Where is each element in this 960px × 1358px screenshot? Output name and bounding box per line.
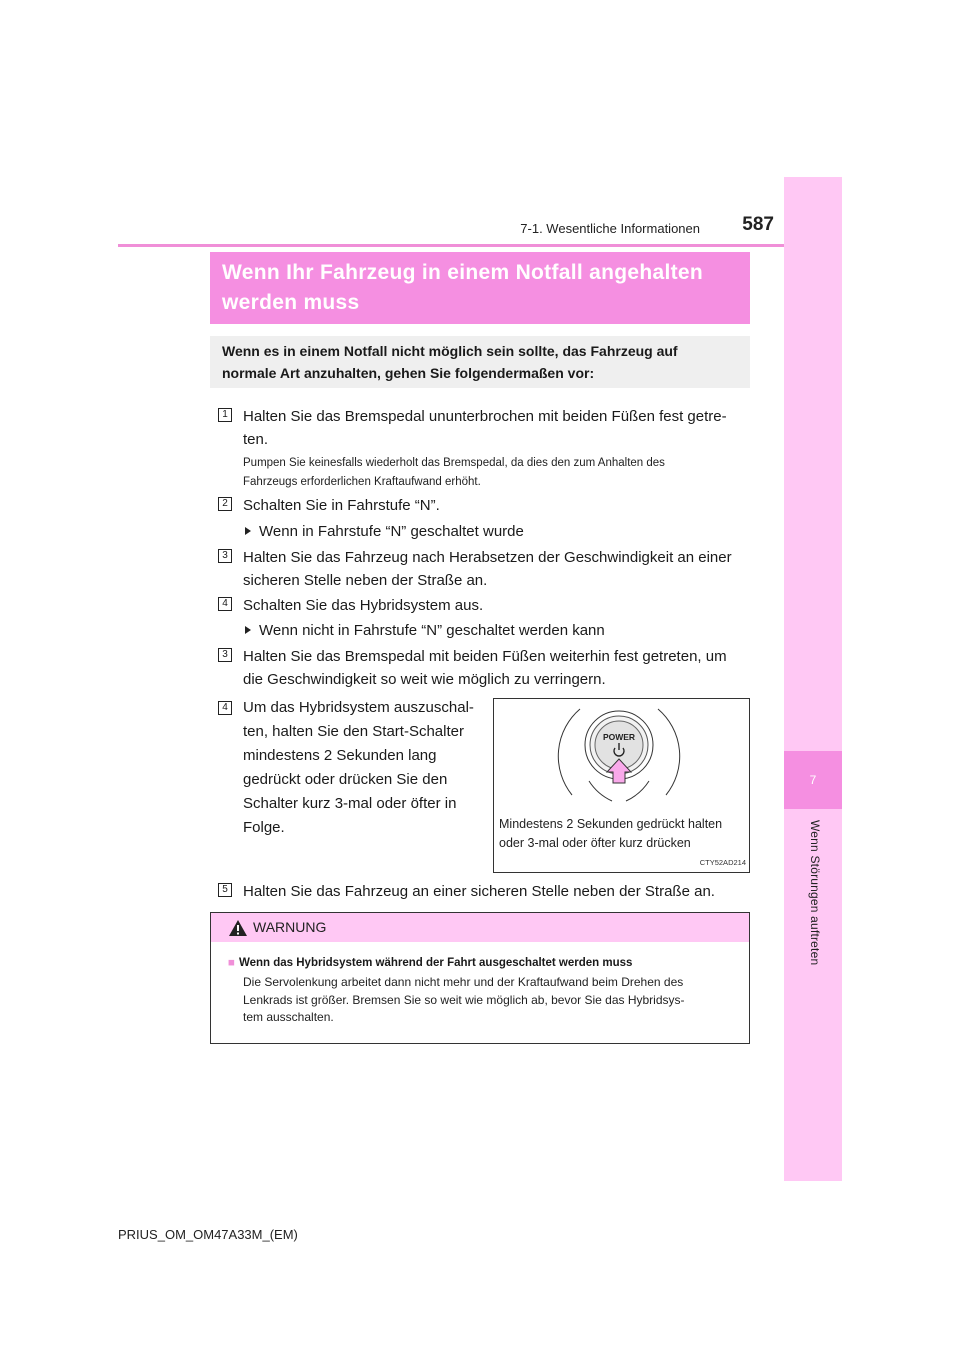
step-4b-line3: mindestens 2 Sekunden lang (243, 747, 437, 764)
step-3a-text (243, 546, 746, 592)
step-5-text: Halten Sie das Fahrzeug an einer sicheren Stelle neben der Straße an. (243, 883, 715, 900)
section-title-line2: werden muss (222, 291, 360, 314)
intro-line1: Wenn es in einem Notfall nicht möglich sein sollte, das Fahrzeug auf (222, 343, 678, 359)
step-3b-text (243, 645, 746, 691)
step-4b-line2: ten, halten Sie den Start-Schalter (243, 723, 464, 740)
side-tab-chapter-title: Wenn Störungen auftreten (808, 820, 822, 966)
warning-heading-text: Wenn das Hybridsystem während der Fahrt ausgeschaltet werden muss (238, 957, 633, 969)
intro-box (210, 336, 750, 388)
step-number-3b: 3 (218, 648, 232, 662)
section-title-line1: Wenn Ihr Fahrzeug in einem Notfall angehalten (222, 261, 703, 284)
warning-body (243, 974, 740, 1027)
triangle-bullet-icon (245, 527, 251, 535)
section-title-banner (210, 252, 750, 324)
case-in-neutral (245, 522, 745, 542)
intro-line2: normale Art anzuhalten, gehen Sie folgendermaßen vor: (222, 365, 595, 381)
square-bullet-icon: ■ (228, 957, 235, 969)
step-1-note-line1: Pumpen Sie keinesfalls wiederholt das Bremspedal, da dies den zum Anhalten des (243, 457, 665, 469)
step-1-note (243, 454, 746, 492)
step-4a-text: Schalten Sie das Hybridsystem aus. (243, 597, 484, 614)
figure-caption-line1: Mindestens 2 Sekunden gedrückt halten (499, 817, 723, 831)
step-1-line1: Halten Sie das Bremspedal ununterbrochen mit beiden Füßen fest getre- (243, 408, 727, 425)
step-4b-line4: gedrückt oder drücken Sie den (243, 771, 448, 788)
chapter-reference: 7-1. Wesentliche Informationen (520, 221, 700, 236)
figure-code: CTY52AD214 (699, 858, 746, 867)
step-1-text (243, 405, 746, 451)
step-4b-line6: Folge. (243, 819, 285, 836)
triangle-bullet-icon (245, 626, 251, 634)
side-chapter-tab (784, 177, 842, 1181)
step-number-4b: 4 (218, 701, 232, 715)
warning-body-line1: Die Servolenkung arbeitet dann nicht mehr und der Kraftaufwand beim Drehen des (243, 975, 684, 989)
page-number: 587 (742, 214, 774, 235)
step-4b-line5: Schalter kurz 3-mal oder öfter in (243, 795, 457, 812)
step-4b-line1: Um das Hybridsystem auszuschal- (243, 699, 474, 716)
step-3b-line1: Halten Sie das Bremspedal mit beiden Füßen weiterhin fest getreten, um (243, 648, 727, 665)
step-number-3a: 3 (218, 549, 232, 563)
side-tab-chapter-number (784, 751, 842, 809)
figure-caption (499, 815, 749, 853)
step-4b-text (243, 696, 480, 840)
figure-caption-line2: oder 3-mal oder öfter kurz drücken (499, 836, 691, 850)
case-in-neutral-label: Wenn in Fahrstufe “N” geschaltet wurde (259, 523, 524, 540)
step-number-2: 2 (218, 497, 232, 511)
warning-triangle-icon (228, 919, 248, 937)
step-3b-line2: die Geschwindigkeit so weit wie möglich zu verringern. (243, 671, 606, 688)
power-button-label: POWER (602, 732, 636, 742)
case-not-neutral (245, 621, 745, 641)
step-2-text: Schalten Sie in Fahrstufe “N”. (243, 497, 440, 514)
step-1-line2: ten. (243, 431, 269, 448)
case-not-neutral-label: Wenn nicht in Fahrstufe “N” geschaltet werden kann (259, 622, 605, 639)
document-code: PRIUS_OM_OM47A33M_(EM) (118, 1227, 298, 1242)
step-number-5: 5 (218, 883, 232, 897)
warning-title: WARNUNG (253, 919, 327, 935)
step-3a-line1: Halten Sie das Fahrzeug nach Herabsetzen der Geschwindigkeit an einer (243, 549, 732, 566)
chapter-number-label: 7 (809, 773, 817, 787)
step-1-note-line2: Fahrzeugs erforderlichen Kraftaufwand erhöht. (243, 476, 481, 488)
warning-body-line3: tem ausschalten. (243, 1010, 334, 1024)
warning-body-line2: Lenkrads ist größer. Bremsen Sie so weit wie möglich ab, bevor Sie das Hybridsys- (243, 992, 685, 1007)
step-number-1: 1 (218, 408, 232, 422)
step-3a-line2: sicheren Stelle neben der Straße an. (243, 572, 488, 589)
header-rule (118, 244, 842, 247)
warning-heading (228, 955, 738, 972)
step-number-4a: 4 (218, 597, 232, 611)
